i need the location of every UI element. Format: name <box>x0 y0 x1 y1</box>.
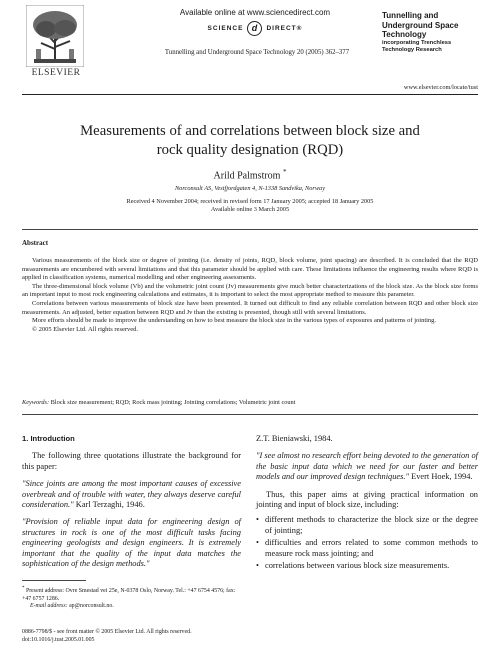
article-title-line: rock quality designation (RQD) <box>156 142 344 158</box>
footnote <box>22 585 241 611</box>
article-title <box>30 122 470 160</box>
quote-hoek <box>256 451 478 482</box>
journal-subtitle-line: Technology Research <box>382 46 442 53</box>
footnote-mark: * <box>22 586 25 591</box>
abstract-paragraph: Correlations between various measurements of block size have been presented. It turned out difficult to find any reliable correlation between RQD and other block size measurements. An adjusted, better equation between RQD and Jv than the existing is presented, though still with several limitations. <box>22 299 478 316</box>
section-heading: 1. Introduction <box>22 434 75 443</box>
quote-terzaghi <box>22 479 241 510</box>
journal-title-line: Technology <box>382 30 427 39</box>
journal-url-link[interactable]: www.elsevier.com/locate/tust <box>403 84 478 91</box>
quote-author[interactable]: Z.T. Bieniawski, 1984. <box>256 434 333 443</box>
aims-paragraph: Thus, this paper aims at giving practical information on jointing and input of block size, including: <box>256 489 478 510</box>
intro-paragraph: The following three quotations illustrate the background for this paper: <box>22 451 241 471</box>
keywords <box>22 399 478 406</box>
footnote-email <box>22 603 241 611</box>
abstract-paragraph: The three-dimensional block volume (Vb) and the volumetric joint count (Jv) measurements give much better characterizations of the block size. As the block size forms an important input to most rock engineering calculations and estimates, it is important to select the most appropriate method to measure this parameter. <box>22 282 478 299</box>
list-item: • difficulties and errors related to some common methods to measure rock mass jointing; and <box>256 538 478 559</box>
header-divider <box>22 94 478 95</box>
author-name <box>30 168 470 181</box>
author-affiliation: Norconsult AS, Vestfjordgaten 4, N-1338 Sandvika, Norway <box>174 185 325 192</box>
abstract-heading: Abstract <box>22 239 49 247</box>
quote-bieniawski-end <box>256 434 478 444</box>
quote-author[interactable]: Evert Hoek, 1994. <box>411 472 473 482</box>
journal-citation: Tunnelling and Underground Space Technology 20 (2005) 362–377 <box>164 49 350 56</box>
copyright-notice: © 2005 Elsevier Ltd. All rights reserved. <box>32 325 139 333</box>
journal-title-line: Underground Space <box>382 20 459 30</box>
abstract-paragraph: Various measurements of the block size or degree of jointing (i.e. density of joints, RQD, block volume, joint spacing) are described. It is concluded that the RQD measurements are encumbered with several limitations and that this parameter should be applied with care. These limitations influence the engineering results where RQD is applied in classification systems, numerical modelling and other engineering assessments. <box>22 257 478 282</box>
aims-list <box>256 515 478 571</box>
journal-title-line: Tunnelling and <box>382 11 439 20</box>
email-label: E-mail address: <box>30 603 68 610</box>
publisher-name: ELSEVIER <box>31 68 81 78</box>
sciencedirect-logo <box>175 21 335 35</box>
article-title-line: Measurements of and correlations between block size and <box>80 123 420 139</box>
issn-doi-block <box>22 629 262 644</box>
doi-link[interactable]: doi:10.1016/j.tust.2005.01.005 <box>22 636 95 643</box>
keywords-label: Keywords: <box>22 399 50 406</box>
quote-bieniawski-start <box>22 517 241 569</box>
sciencedirect-right: DIRECT® <box>266 24 303 32</box>
quote-text: "Since joints are among the most important causes of excessive overbreak and of trouble with water, they always deserve careful consideration." <box>22 479 241 510</box>
article-history <box>30 198 470 214</box>
footnote-address <box>22 585 241 603</box>
available-online-date: Available online 3 March 2005 <box>210 206 290 213</box>
email-link[interactable]: ap@norconsult.no. <box>69 603 114 610</box>
footnote-divider <box>22 580 86 581</box>
abstract-top-divider <box>22 229 478 230</box>
keywords-text: Block size measurement; RQD; Rock mass jointing; Jointing correlations; Volumetric joint count <box>50 399 296 406</box>
elsevier-tree-logo <box>26 5 84 67</box>
quote-text: "Provision of reliable input data for engineering design of structures in rock is one of the most difficult tasks facing engineering geologists and design engineers. It is extremely important that the quality of the input data matches the sophistication of the design methods." <box>22 517 241 569</box>
available-online-link[interactable]: Available online at www.sciencedirect.com <box>179 8 331 17</box>
journal-subtitle-line: incorporating Trenchless <box>382 39 452 46</box>
body-right-column <box>256 434 478 573</box>
quote-text: "I see almost no research effort being devoted to the generation of the basic input data which we need for our faster and better models and our improved design techniques." <box>256 451 478 482</box>
sciencedirect-d-icon: d <box>247 21 262 36</box>
abstract-paragraph: More efforts should be made to improve the understanding on how to best measure the block size in the various types of exposures and patterns of jointing. <box>32 317 437 325</box>
sciencedirect-left: SCIENCE <box>207 24 244 32</box>
author-name-text: Arild Palmstrom <box>213 170 281 182</box>
received-dates: Received 4 November 2004; received in revised form 17 January 2005; accepted 18 January 2005 <box>126 198 374 205</box>
footnote-address-text: Present address: Ovre Smestad vei 25e, N-0378 Oslo, Norway. Tel.: +47 6754 4576; fax: +47 6757 1286. <box>22 587 236 602</box>
issn-line: 0886-7798/$ - see front matter © 2005 Elsevier Ltd. All rights reserved. <box>22 629 192 635</box>
quote-author[interactable]: Karl Terzaghi, 1946. <box>75 500 145 510</box>
abstract-bottom-divider <box>22 414 478 415</box>
author-footnote-mark[interactable]: * <box>282 168 287 176</box>
journal-title-block <box>382 11 458 54</box>
body-left-column <box>22 434 241 569</box>
list-item: • different methods to characterize the block size or the degree of jointing; <box>256 515 478 536</box>
list-item: • correlations between various block size measurements. <box>256 561 478 571</box>
abstract-body <box>22 257 478 334</box>
